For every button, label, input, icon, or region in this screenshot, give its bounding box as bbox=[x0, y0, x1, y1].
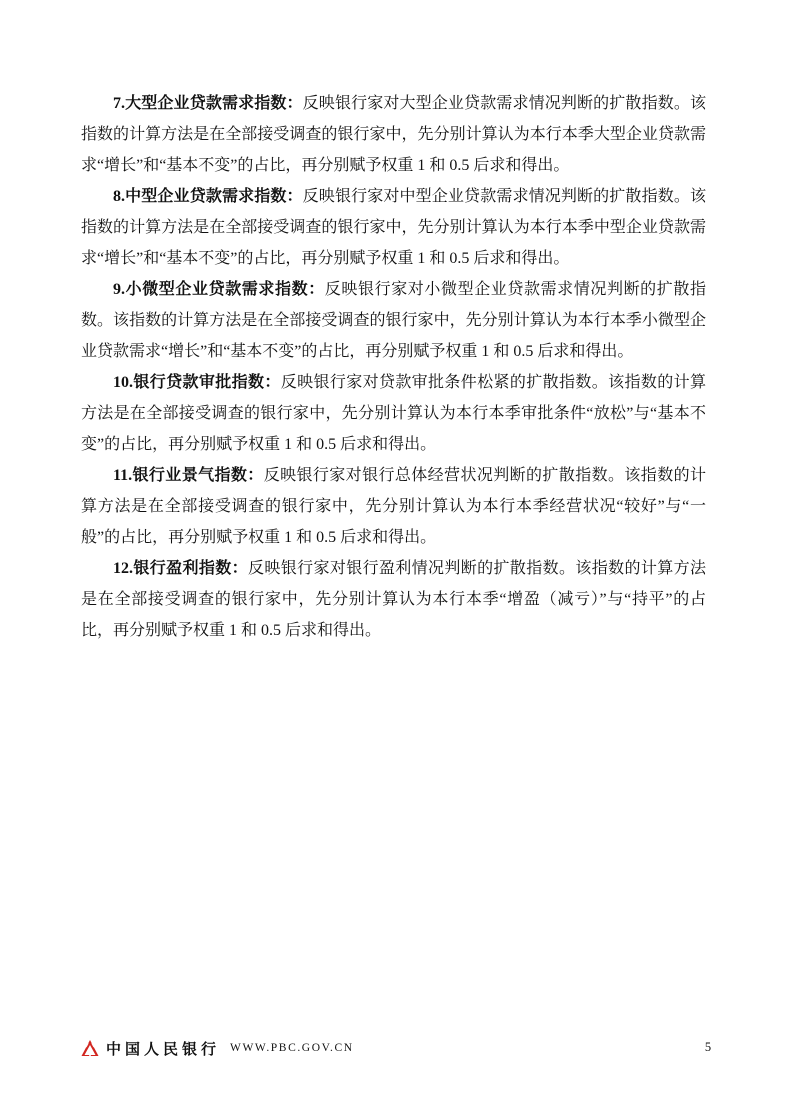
definition-paragraph bbox=[81, 88, 706, 181]
definition-description: 反映银行家对大型企业贷款需求情况判断的扩散指数。该指数的计算方法是在全部接受调查的银行家中，先分别计算认为本行本季大型企业贷款需求“增长”和“基本不变”的占比，再分别赋予权重 1 和 0.5 后求和得出。 bbox=[81, 95, 706, 174]
definition-term: 11.银行业景气指数： bbox=[113, 467, 264, 484]
definition-term: 10.银行贷款审批指数： bbox=[113, 374, 281, 391]
definition-description: 反映银行家对中型企业贷款需求情况判断的扩散指数。该指数的计算方法是在全部接受调查的银行家中，先分别计算认为本行本季中型企业贷款需求“增长”和“基本不变”的占比，再分别赋予权重 1 和 0.5 后求和得出。 bbox=[81, 188, 706, 267]
pbc-logo-icon bbox=[81, 1039, 99, 1057]
page-footer bbox=[81, 1036, 706, 1060]
definition-term: 9.小微型企业贷款需求指数： bbox=[113, 281, 325, 298]
bank-name: 中国人民银行 bbox=[106, 1041, 221, 1058]
page-number: 5 bbox=[704, 1040, 712, 1054]
definition-description: 反映银行家对贷款审批条件松紧的扩散指数。该指数的计算方法是在全部接受调查的银行家中，先分别计算认为本行本季审批条件“放松”与“基本不变”的占比，再分别赋予权重 1 和 0.5 后求和得出。 bbox=[81, 374, 706, 453]
definition-description: 反映银行家对银行总体经营状况判断的扩散指数。该指数的计算方法是在全部接受调查的银行家中，先分别计算认为本行本季经营状况“较好”与“一般”的占比，再分别赋予权重 1 和 0.5 后求和得出。 bbox=[81, 467, 706, 546]
definition-paragraph bbox=[81, 274, 706, 367]
definition-paragraph bbox=[81, 181, 706, 274]
definition-term: 12.银行盈利指数： bbox=[113, 560, 248, 577]
definition-term: 7.大型企业贷款需求指数： bbox=[113, 95, 303, 112]
definitions-section bbox=[81, 88, 706, 646]
bank-website: WWW.PBC.GOV.CN bbox=[230, 1042, 354, 1054]
definition-term: 8.中型企业贷款需求指数： bbox=[113, 188, 303, 205]
definition-paragraph bbox=[81, 367, 706, 460]
definition-description: 反映银行家对银行盈利情况判断的扩散指数。该指数的计算方法是在全部接受调查的银行家中，先分别计算认为本行本季“增盈（减亏）”与“持平”的占比，再分别赋予权重 1 和 0.5 后求和得出。 bbox=[81, 560, 706, 639]
definition-paragraph bbox=[81, 460, 706, 553]
definition-paragraph bbox=[81, 553, 706, 646]
definition-description: 反映银行家对小微型企业贷款需求情况判断的扩散指数。该指数的计算方法是在全部接受调查的银行家中，先分别计算认为本行本季小微型企业贷款需求“增长”和“基本不变”的占比，再分别赋予权重 1 和 0.5 后求和得出。 bbox=[81, 281, 706, 360]
